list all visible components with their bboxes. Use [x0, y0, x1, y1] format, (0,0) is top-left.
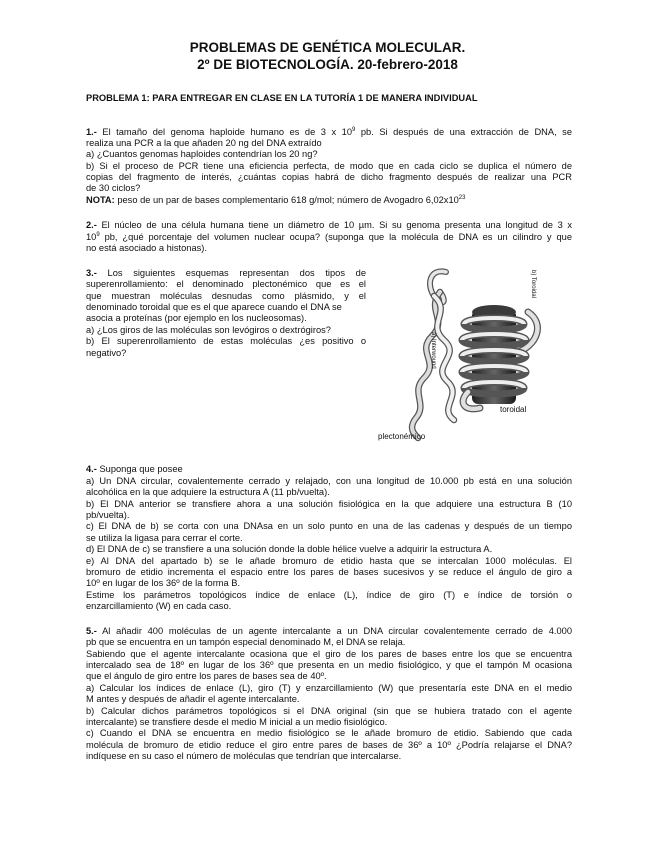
q3-line-6: a) ¿Los giros de las moléculas son levógiros o dextrógiros? [86, 325, 331, 335]
q2-line-3: no está asociado a histonas). [86, 243, 207, 253]
q4-line-8: e) Al DNA del apartado b) se le añade bromuro de etidio hasta que se intercalan 1000 moléculas. El [86, 556, 572, 566]
label-plectonemico: plectonémico [378, 432, 426, 441]
q3-line-1 [86, 268, 366, 279]
q5-line-5: que el ángulo de giro entre los pares de bases sea de 40º. [86, 671, 327, 681]
label-side-left: a) Interwound [430, 332, 436, 369]
q2-text-2a: 10 [86, 232, 97, 242]
q2-text-1: El núcleo de una célula humana tiene un diámetro de 10 µm. Si su genoma presenta una longitud de 3 x [96, 220, 572, 230]
q5-line-10: c) Cuando el DNA se encuentra en medio fisiológico se le añade bromuro de etidio. Sabiendo que cada [86, 728, 572, 738]
q5-text-1: Al añadir 400 moléculas de un agente intercalante a un DNA circular covalentemente cerrado de 4.000 [96, 626, 572, 636]
q4-line-2: alcohólica en la que adquiere la estructura A (11 pb/vuelta). [86, 487, 330, 497]
toroidal-coil [462, 305, 537, 409]
label-toroidal: toroidal [500, 405, 527, 414]
q5-line-3: Sabiendo que el agente intercalante ocasiona que el giro de los pares de bases entre los que se encuentra [86, 649, 572, 659]
document-subtitle: 2º DE BIOTECNOLOGÍA. 20-febrero-2018 [197, 57, 458, 72]
q4-line-10: 10º en lugar de los 36º de la forma B. [86, 578, 241, 588]
q3-line-8: negativo? [86, 348, 127, 358]
q1-note-exponent: 23 [458, 195, 466, 201]
q5-line-9: intercalante) se transfiere desde el medio M inicial a un medio fisiológico. [86, 717, 388, 727]
q4-text-0: Suponga que posee [96, 464, 183, 474]
q4-line-7: d) El DNA de c) se transfiere a una solución donde la doble hélice vuelve a adquirir la estructura A. [86, 544, 493, 554]
q1-exponent: 9 [352, 127, 356, 133]
problem-heading: PROBLEMA 1: PARA ENTREGAR EN CLASE EN LA TUTORÍA 1 DE MANERA INDIVIDUAL [86, 93, 478, 103]
q4-number: 4.- [86, 464, 97, 474]
q2-line-2 [86, 232, 572, 243]
q1-line-2: realiza una PCR a la que añaden 20 ng del DNA extraído [86, 138, 322, 148]
q5-line-7: M antes y después de añadir el agente intercalante. [86, 694, 300, 704]
q3-line-7: b) El superenrollamiento de estas moléculas ¿es positivo o [86, 336, 366, 346]
q5-number: 5.- [86, 626, 97, 636]
q3-line-4: denominado toroidal que es el que aparece cuando el DNA se [86, 302, 342, 312]
q2-exponent: 9 [96, 232, 100, 238]
q4-line-12: enzarcillamiento (W) en cada caso. [86, 601, 232, 611]
q4-line-11: Estime los parámetros topológicos índice de enlace (L), índice de giro (T) e índice de torsión o [86, 590, 572, 600]
q3-line-5: asocia a proteínas (por ejemplo en los nucleosomas). [86, 313, 307, 323]
q1-line-4: b) Si el proceso de PCR tiene una eficiencia perfecta, de modo que en cada ciclo se duplica el número de [86, 161, 572, 171]
q1-note-text: peso de un par de bases complementario 618 g/mol; número de Avogadro 6,02x10 [114, 195, 459, 205]
q5-line-8: b) Calcular dichos parámetros topológicos si el DNA original (sin que se hubiera tratado con el agente [86, 706, 572, 716]
supercoiling-figure [368, 262, 573, 445]
q4-line-1: a) Un DNA circular, covalentemente cerrado y relajado, con una longitud de 10.000 pb está en una solución [86, 476, 572, 486]
q5-line-1 [86, 626, 572, 637]
q5-line-6: a) Calcular los índices de enlace (L), giro (T) y enzarcillamiento (W) que presentaría este DNA en el medio [86, 683, 572, 693]
q5-line-4: intercalado sea de 18º en lugar de los 36º que presenta en un medio fisiológico, y que el tampón M ocasiona [86, 660, 572, 670]
q1-line-5: copias del fragmento de interés, ¿cuántas copias habrá de dicho fragmento después de realizar una PCR [86, 172, 572, 182]
q2-text-2b: pb, ¿qué porcentaje del volumen nuclear ocupa? (suponga que la molécula de DNA es un cilindro y que [99, 232, 572, 242]
q1-text-b: pb. Si después de una extracción de DNA, se [355, 127, 573, 137]
q3-text-1: Los siguientes esquemas representan dos tipos de [96, 268, 366, 278]
q5-line-2: pb que se encuentra en un tampón especial denominado M, el DNA se relaja. [86, 637, 406, 647]
q3-line-2: superenrollamiento: el denominado plectonémico que es el [86, 279, 366, 289]
q3-line-3: que muestran moléculas desnudas como plásmido, y el [86, 291, 366, 301]
q5-line-11: molécula de bromuro de etidio reduce el giro entre pares de bases de 36º a 10º ¿Podría relajarse el DNA? [86, 740, 572, 750]
q1-number: 1.- [86, 127, 97, 137]
supercoiling-illustration [368, 262, 573, 445]
q1-line-6: de 30 ciclos? [86, 183, 141, 193]
q4-line-3: b) El DNA anterior se transfiere ahora a una solución fisiológica en la que adquiere una estructura B (10 [86, 499, 572, 509]
q1-line-3: a) ¿Cuantos genomas haploides contendrían los 20 ng? [86, 149, 318, 159]
q4-line-5: c) El DNA de b) se corta con una DNAsa en un solo punto en una de las cadenas y después de un tiempo [86, 521, 572, 531]
label-side-right: b) Toroidal [530, 270, 536, 298]
q2-number: 2.- [86, 220, 97, 230]
q5-line-12: indíquese en su caso el número de moléculas que tendrían que intercalarse. [86, 751, 402, 761]
q3-number: 3.- [86, 268, 97, 278]
q2-line-1 [86, 220, 572, 231]
q1-note-label: NOTA: [86, 195, 115, 205]
document-title: PROBLEMAS DE GENÉTICA MOLECULAR. [189, 40, 466, 55]
q1-note [86, 195, 572, 206]
q4-line-4: pb/vuelta). [86, 510, 130, 520]
q4-line-6: se utiliza la ligasa para cerrar el corte. [86, 533, 243, 543]
q1-line-1 [86, 127, 572, 138]
q4-line-0 [86, 464, 572, 475]
q1-text-a: El tamaño del genoma haploide humano es de 3 x 10 [96, 127, 352, 137]
q4-line-9: bromuro de etidio incrementa el espacio entre los pares de bases sucesivos y se reduce el ángulo de giro a [86, 567, 572, 577]
